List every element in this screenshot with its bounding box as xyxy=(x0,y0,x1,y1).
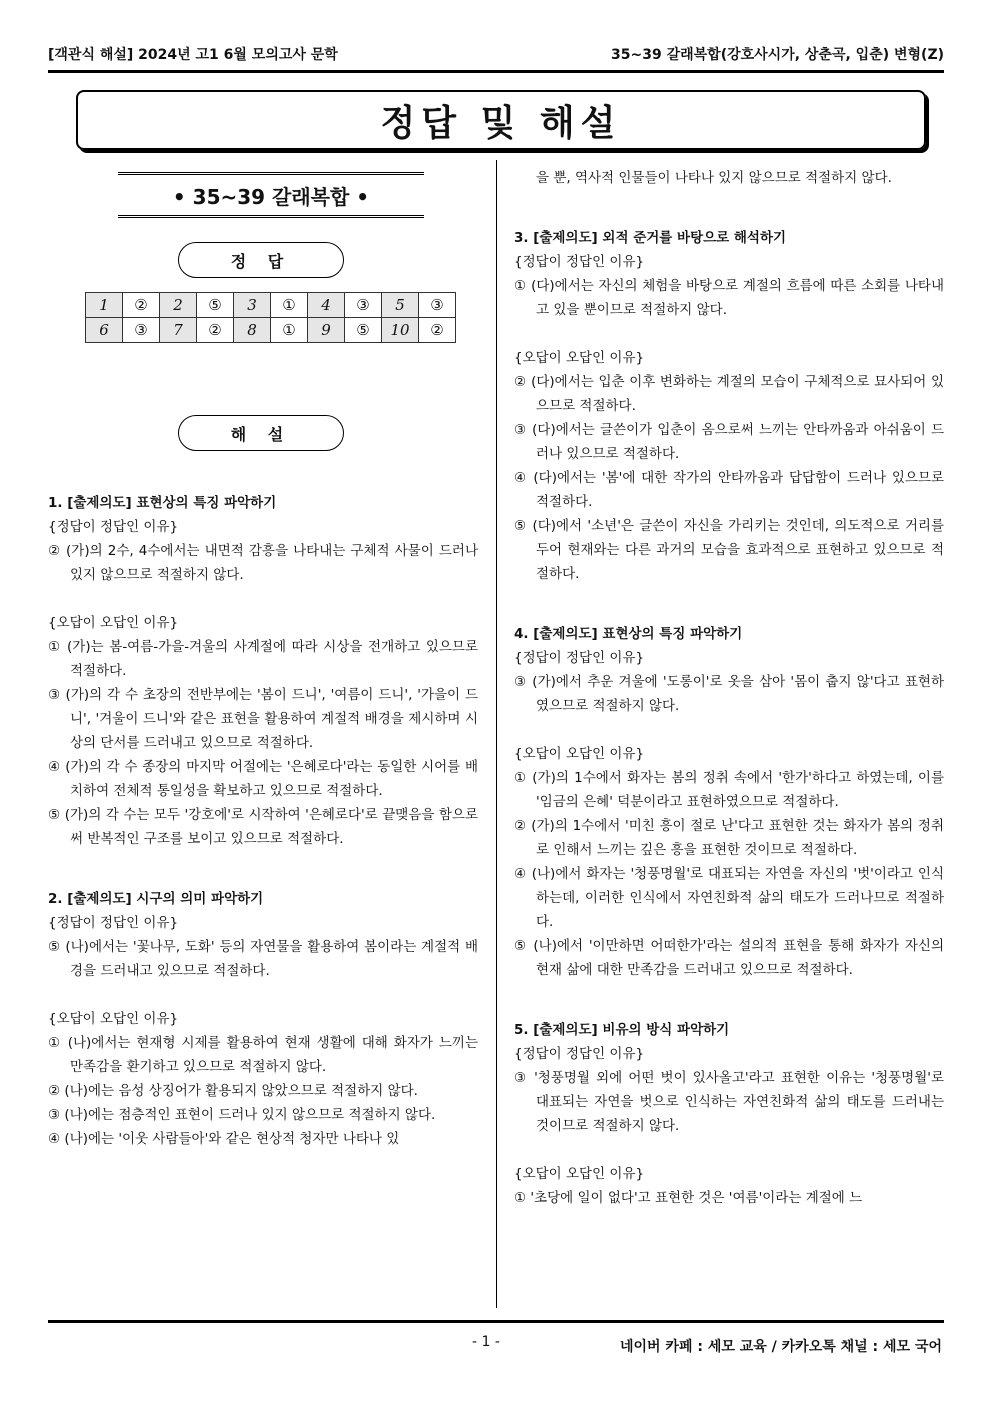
right-column xyxy=(514,166,944,1210)
answer-value: ② xyxy=(419,318,456,343)
correct-label: {정답이 정답인 이유} xyxy=(48,915,179,931)
correct-reason: ⑤ (나)에서는 '꽃나무, 도화' 등의 자연물을 활용하여 봄이라는 계절적 배경을 드러내고 있으므로 적절하다. xyxy=(48,939,478,979)
answer-value: ① xyxy=(271,293,308,318)
correct-label: {정답이 정답인 이유} xyxy=(514,254,645,270)
answer-label: 정 답 xyxy=(178,242,344,278)
wrong-reason: ④ (나)에서 화자는 '청풍명월'로 대표되는 자연을 자신의 '벗'이라고 인식하는데, 이러한 인식에서 자연친화적 삶의 태도가 드러나므로 적절하다. xyxy=(514,866,944,930)
wrong-reason: ④ (가)의 각 수 종장의 마지막 어절에는 '은혜로다'라는 동일한 시어를 배치하여 전체적 통일성을 확보하고 있으므로 적절하다. xyxy=(48,759,478,799)
correct-label: {정답이 정답인 이유} xyxy=(48,519,179,535)
wrong-label: {오답이 오답인 이유} xyxy=(514,1166,645,1182)
wrong-label: {오답이 오답인 이유} xyxy=(48,615,179,631)
answer-value: ① xyxy=(271,318,308,343)
wrong-reason: ③ (나)에는 점층적인 표현이 드러나 있지 않으므로 적절하지 않다. xyxy=(48,1107,436,1123)
wrong-label: {오답이 오답인 이유} xyxy=(48,1011,179,1027)
wrong-reason: ① (가)는 봄-여름-가을-겨울의 사계절에 따라 시상을 전개하고 있으므로 적절하다. xyxy=(48,639,478,679)
wrong-reason-continued: 을 뿐, 역사적 인물들이 나타나 있지 않으므로 적절하지 않다. xyxy=(536,170,892,186)
wrong-label: {오답이 오답인 이유} xyxy=(514,746,645,762)
wrong-reason: ① (가)의 1수에서 화자는 봄의 정취 속에서 '한가'하다고 하였는데, 이를 '임금의 은혜' 덕분이라고 표현하였으므로 적절하다. xyxy=(514,770,944,810)
header-divider xyxy=(48,70,944,73)
answer-row xyxy=(86,318,456,343)
section-title: • 35~39 갈래복합 • xyxy=(118,172,424,218)
column-divider xyxy=(496,160,497,1308)
header-right: 35~39 갈래복합(강호사시가, 상춘곡, 입춘) 변형(Z) xyxy=(611,47,944,63)
question-number: 1 xyxy=(86,293,123,318)
question-number: 6 xyxy=(86,318,123,343)
wrong-reason: ⑤ (다)에서 '소년'은 글쓴이 자신을 가리키는 것인데, 의도적으로 거리를 두어 현재와는 다른 과거의 모습을 효과적으로 표현하고 있으므로 적절하다. xyxy=(514,518,944,582)
answer-row xyxy=(86,293,456,318)
answer-value: ⑤ xyxy=(345,318,382,343)
wrong-reason: ③ (다)에서는 글쓴이가 입춘이 옴으로써 느끼는 안타까움과 아쉬움이 드러나 있으므로 적절하다. xyxy=(514,422,944,462)
footer-divider xyxy=(48,1320,944,1323)
question-number: 2 xyxy=(160,293,197,318)
wrong-reason: ③ (가)의 각 수 초장의 전반부에는 '봄이 드니', '여름이 드니', '가을이 드니', '겨울이 드니'와 같은 표현을 활용하여 계절적 배경을 제시하며 시상의 단서를 드러내고 있으므로 적절하다. xyxy=(48,687,478,751)
footer-contact: 네이버 카페 : 세모 교육 / 카카오톡 채널 : 세모 국어 xyxy=(619,1339,942,1355)
wrong-reason: ② (가)의 1수에서 '미친 흥이 절로 난'다고 표현한 것는 화자가 봄의 정취로 인해서 느끼는 깊은 흥을 표현한 것이므로 적절하다. xyxy=(514,818,944,858)
correct-reason: ③ '청풍명월 외에 어떤 벗이 있사올고'라고 표현한 이유는 '청풍명월'로 대표되는 자연을 벗으로 인식하는 자연친화적 삶의 태도를 드러내는 것이므로 적절하지 않다. xyxy=(514,1070,944,1134)
answer-value: ② xyxy=(123,293,160,318)
correct-reason: ③ (가)에서 추운 겨울에 '도롱이'로 옷을 삼아 '몸이 춥지 않'다고 표현하였으므로 적절하지 않다. xyxy=(514,674,944,714)
explanation-label: 해 설 xyxy=(178,415,344,451)
page-title: 정답 및 해설 xyxy=(76,90,926,150)
answer-value: ③ xyxy=(419,293,456,318)
wrong-reason: ⑤ (나)에서 '이만하면 어떠한가'라는 설의적 표현을 통해 화자가 자신의 현재 삶에 대한 만족감을 드러내고 있으므로 적절하다. xyxy=(514,938,944,978)
wrong-reason: ⑤ (가)의 각 수는 모두 '강호에'로 시작하여 '은혜로다'로 끝맺음을 함으로써 반복적인 구조를 보이고 있으므로 적절하다. xyxy=(48,807,478,847)
question-heading: 5. [출제의도] 비유의 방식 파악하기 xyxy=(514,1022,730,1038)
question-number: 9 xyxy=(308,318,345,343)
wrong-reason: ① (나)에서는 현재형 시제를 활용하여 현재 생활에 대해 화자가 느끼는 만족감을 환기하고 있으므로 적절하지 않다. xyxy=(48,1035,478,1075)
question-heading: 2. [출제의도] 시구의 의미 파악하기 xyxy=(48,891,264,907)
question-number: 10 xyxy=(382,318,419,343)
page-number: - 1 - xyxy=(472,1334,500,1350)
correct-reason: ② (가)의 2수, 4수에서는 내면적 감흥을 나타내는 구체적 사물이 드러나 있지 않으므로 적절하지 않다. xyxy=(48,543,478,583)
wrong-reason: ① '초당에 일이 없다'고 표현한 것은 '여름'이라는 계절에 느 xyxy=(514,1190,863,1206)
question-heading: 1. [출제의도] 표현상의 특징 파악하기 xyxy=(48,495,277,511)
question-number: 4 xyxy=(308,293,345,318)
question-heading: 3. [출제의도] 외적 준거를 바탕으로 해석하기 xyxy=(514,230,787,246)
header-left: [객관식 해설] 2024년 고1 6월 모의고사 문학 xyxy=(48,47,338,63)
answer-value: ② xyxy=(197,318,234,343)
question-heading: 4. [출제의도] 표현상의 특징 파악하기 xyxy=(514,626,743,642)
answer-table xyxy=(85,292,456,343)
left-column xyxy=(48,160,478,1151)
wrong-reason: ② (나)에는 음성 상징어가 활용되지 않았으므로 적절하지 않다. xyxy=(48,1083,418,1099)
wrong-reason: ④ (나)에는 '이웃 사람들아'와 같은 현상적 청자만 나타나 있 xyxy=(48,1131,400,1147)
wrong-reason: ④ (다)에서는 '봄'에 대한 작가의 안타까움과 답답함이 드러나 있으므로 적절하다. xyxy=(514,470,944,510)
answer-value: ⑤ xyxy=(197,293,234,318)
answer-value: ③ xyxy=(123,318,160,343)
question-number: 7 xyxy=(160,318,197,343)
answer-value: ③ xyxy=(345,293,382,318)
wrong-label: {오답이 오답인 이유} xyxy=(514,350,645,366)
correct-label: {정답이 정답인 이유} xyxy=(514,1046,645,1062)
correct-label: {정답이 정답인 이유} xyxy=(514,650,645,666)
question-number: 8 xyxy=(234,318,271,343)
question-number: 5 xyxy=(382,293,419,318)
correct-reason: ① (다)에서는 자신의 체험을 바탕으로 계절의 흐름에 따른 소회를 나타내고 있을 뿐이므로 적절하지 않다. xyxy=(514,278,944,318)
wrong-reason: ② (다)에서는 입춘 이후 변화하는 계절의 모습이 구체적으로 묘사되어 있으므로 적절하다. xyxy=(514,374,944,414)
question-number: 3 xyxy=(234,293,271,318)
